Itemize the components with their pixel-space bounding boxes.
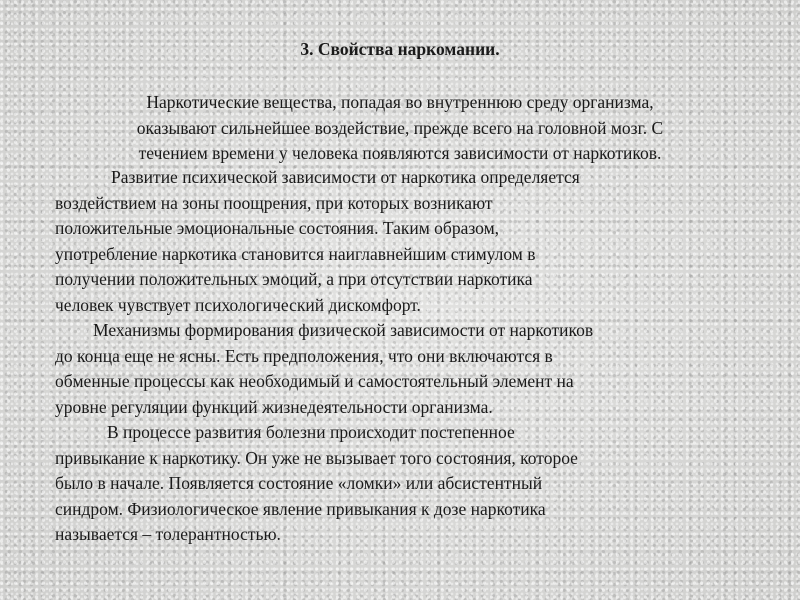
text-line: употребление наркотика становится наиглавнейшим стимулом в bbox=[55, 243, 536, 264]
text-line: получении положительных эмоций, а при отсутствии наркотика bbox=[55, 269, 533, 289]
slide-title: 3. Свойства наркомании. bbox=[300, 39, 500, 59]
text-line: Механизмы формирования физической зависимости от наркотиков bbox=[93, 320, 594, 340]
text-line: течением времени у человека появляются зависимости от наркотиков. bbox=[138, 143, 662, 163]
text-line: было в начале. Появляется состояние «ломки» или абсистентный bbox=[55, 473, 543, 493]
text-line: привыкание к наркотику. Он уже не вызывает того состояния, которое bbox=[55, 447, 578, 468]
text-line: оказывают сильнейшее воздействие, прежде всего на головной мозг. С bbox=[136, 117, 664, 138]
text-line: В процессе развития болезни происходит постепенное bbox=[107, 422, 515, 442]
intro-paragraph bbox=[50, 90, 750, 167]
text-line: уровне регуляции функций жизнедеятельности организма. bbox=[55, 396, 493, 417]
text-line: называется – толерантностью. bbox=[55, 524, 281, 544]
text-line: до конца еще не ясны. Есть предположения, что они включаются в bbox=[55, 345, 553, 366]
paragraph-psychological-dependence bbox=[55, 165, 745, 318]
text-line: Развитие психической зависимости от наркотика определяется bbox=[111, 167, 580, 187]
text-line: человек чувствует психологический дискомфорт. bbox=[55, 294, 421, 315]
text-line: воздействием на зоны поощрения, при которых возникают bbox=[55, 192, 493, 213]
body-text bbox=[55, 165, 745, 548]
text-line: обменные процессы как необходимый и самостоятельный элемент на bbox=[55, 371, 574, 391]
text-line: синдром. Физиологическое явление привыкания к дозе наркотика bbox=[55, 498, 546, 519]
text-line: положительные эмоциональные состояния. Таким образом, bbox=[55, 218, 500, 238]
text-line: Наркотические вещества, попадая во внутреннюю среду организма, bbox=[146, 92, 654, 112]
paragraph-physical-dependence bbox=[55, 318, 745, 420]
paragraph-tolerance bbox=[55, 420, 745, 548]
